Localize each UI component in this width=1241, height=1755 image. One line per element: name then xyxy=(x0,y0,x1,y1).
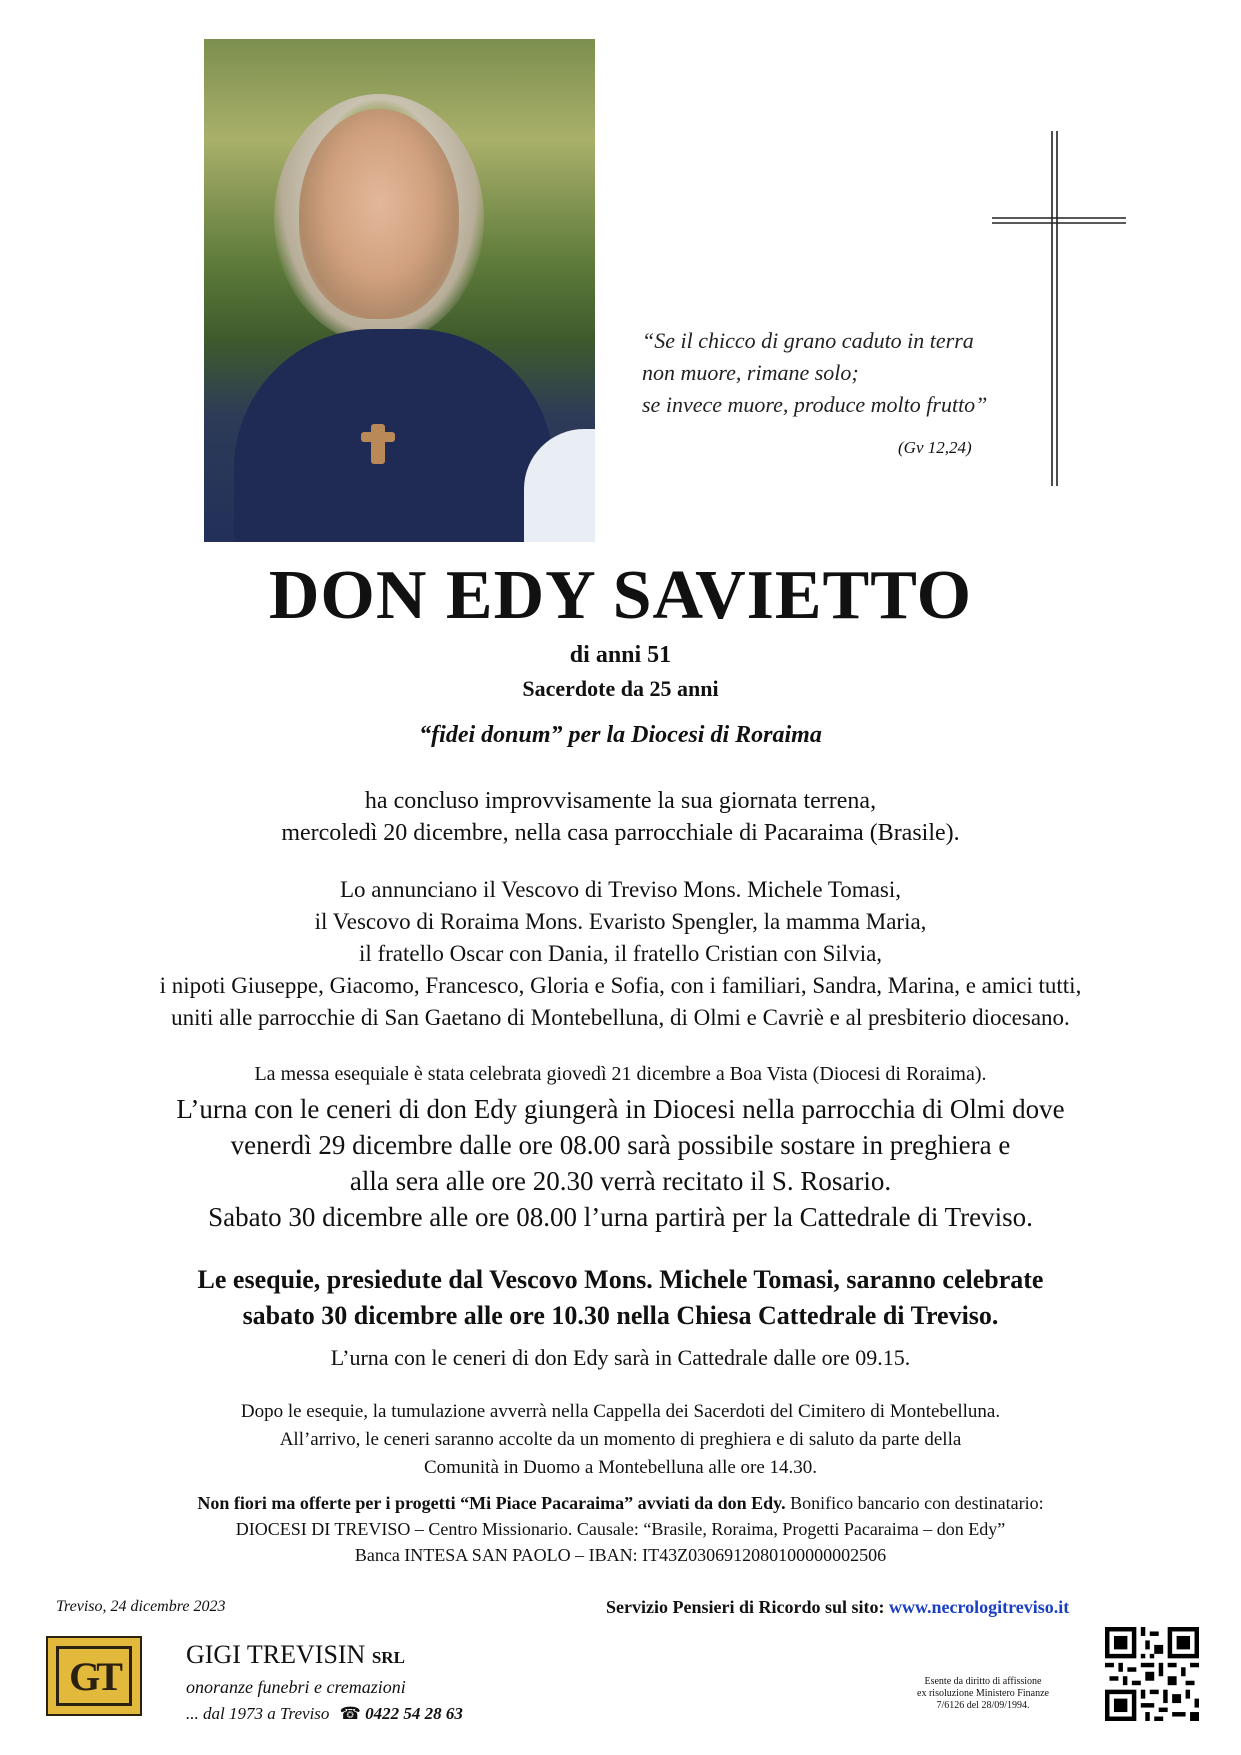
exempt-line-1: Esente da diritto di affissione xyxy=(924,1676,1042,1687)
phone-number: 0422 54 28 63 xyxy=(365,1704,463,1723)
portrait-photo xyxy=(204,39,595,542)
burial-info xyxy=(0,1398,1241,1482)
burial-line-1: Dopo le esequie, la tumulazione avverrà nella Cappella dei Sacerdoti del Cimitero di Montebelluna. xyxy=(240,1401,1001,1422)
announcement xyxy=(0,785,1241,849)
website-link[interactable]: www.necrologitreviso.it xyxy=(888,1597,1070,1617)
funeral-info xyxy=(0,1262,1241,1334)
family-line-3: il fratello Oscar con Dania, il fratello Cristian con Silvia, xyxy=(358,941,883,966)
company-logo xyxy=(46,1636,142,1716)
funeral-line-2: sabato 30 dicembre alle ore 10.30 nella Chiesa Cattedrale di Treviso. xyxy=(242,1301,999,1330)
quote-line-3: se invece muore, produce molto frutto” xyxy=(642,392,988,417)
mass-line-5: Sabato 30 dicembre alle ore 08.00 l’urna partirà per la Cattedrale di Treviso. xyxy=(208,1202,1033,1232)
mass-line-2: L’urna con le ceneri di don Edy giungerà in Diocesi nella parrocchia di Olmi dove xyxy=(176,1094,1065,1124)
family-line-1: Lo annunciano il Vescovo di Treviso Mons. Michele Tomasi, xyxy=(339,877,901,902)
mass-line-4: alla sera alle ore 20.30 verrà recitato il S. Rosario. xyxy=(349,1166,892,1196)
family-list xyxy=(0,874,1241,1034)
mass-line-3: venerdì 29 dicembre dalle ore 08.00 sarà possibile sostare in preghiera e xyxy=(230,1130,1011,1160)
exempt-line-2: ex risoluzione Ministero Finanze xyxy=(917,1688,1049,1699)
quote-line-1: “Se il chicco di grano caduto in terra xyxy=(642,328,974,353)
qr-code-icon[interactable] xyxy=(1105,1626,1199,1722)
deceased-name: DON EDY SAVIETTO xyxy=(268,557,973,634)
company-name-block xyxy=(186,1640,405,1670)
family-line-5: uniti alle parrocchie di San Gaetano di Montebelluna, di Olmi e Cavriè e al presbiterio diocesano. xyxy=(171,1005,1070,1030)
notice-date: Treviso, 24 dicembre 2023 xyxy=(56,1598,226,1615)
mission: “fidei donum” per la Diocesi di Roraima xyxy=(419,722,822,748)
exempt-line-3: 7/6126 del 28/09/1994. xyxy=(936,1700,1030,1711)
family-line-4: i nipoti Giuseppe, Giacomo, Francesco, Gloria e Sofia, con i familiari, Sandra, Marina, e amici tutti, xyxy=(159,973,1082,998)
phone-icon: ☎ xyxy=(339,1704,361,1723)
donations-bold: Non fiori ma offerte per i progetti “Mi Piace Pacaraima” avviati da don Edy. xyxy=(197,1493,786,1513)
mass-line-1: La messa esequiale è stata celebrata giovedì 21 dicembre a Boa Vista (Diocesi di Roraima). xyxy=(254,1063,987,1085)
company-contact xyxy=(186,1704,463,1724)
quote-reference: (Gv 12,24) xyxy=(898,438,972,457)
company-suffix: SRL xyxy=(371,1648,405,1667)
donations xyxy=(0,1490,1241,1568)
announcement-line-2: mercoledì 20 dicembre, nella casa parrocchiale di Pacaraima (Brasile). xyxy=(281,820,960,846)
logo-letters: GT xyxy=(56,1646,132,1706)
donations-rest: Bonifico bancario con destinatario: xyxy=(785,1493,1044,1513)
service-line xyxy=(606,1597,1069,1618)
ordination: Sacerdote da 25 anni xyxy=(522,676,719,701)
company-tagline: onoranze funebri e cremazioni xyxy=(186,1677,406,1697)
company-since: ... dal 1973 a Treviso xyxy=(186,1704,330,1723)
burial-line-3: Comunità in Duomo a Montebelluna alle ore 14.30. xyxy=(423,1457,818,1478)
donations-line-3: Banca INTESA SAN PAOLO – IBAN: IT43Z0306912080100000002506 xyxy=(354,1545,887,1565)
company-name: GIGI TREVISIN xyxy=(186,1640,366,1669)
cross-icon xyxy=(992,131,1126,486)
announcement-line-1: ha concluso improvvisamente la sua giornata terrena, xyxy=(364,788,877,814)
quote-line-2: non muore, rimane solo; xyxy=(642,360,859,385)
service-label: Servizio Pensieri di Ricordo sul sito: xyxy=(606,1597,885,1617)
family-line-2: il Vescovo di Roraima Mons. Evaristo Spengler, la mamma Maria, xyxy=(314,909,927,934)
urn-note: L’urna con le ceneri di don Edy sarà in Cattedrale dalle ore 09.15. xyxy=(330,1345,911,1370)
funeral-line-1: Le esequie, presiedute dal Vescovo Mons. Michele Tomasi, saranno celebrate xyxy=(197,1265,1044,1294)
age: di anni 51 xyxy=(569,642,672,668)
mass-details xyxy=(0,1091,1241,1235)
burial-line-2: All’arrivo, le ceneri saranno accolte da un momento di preghiera e di saluto da parte della xyxy=(279,1429,962,1450)
exempt-note xyxy=(888,1676,1078,1712)
donations-line-2: DIOCESI DI TREVISO – Centro Missionario. Causale: “Brasile, Roraima, Progetti Pacaraima – don Edy” xyxy=(235,1519,1006,1539)
bible-quote xyxy=(642,325,987,421)
